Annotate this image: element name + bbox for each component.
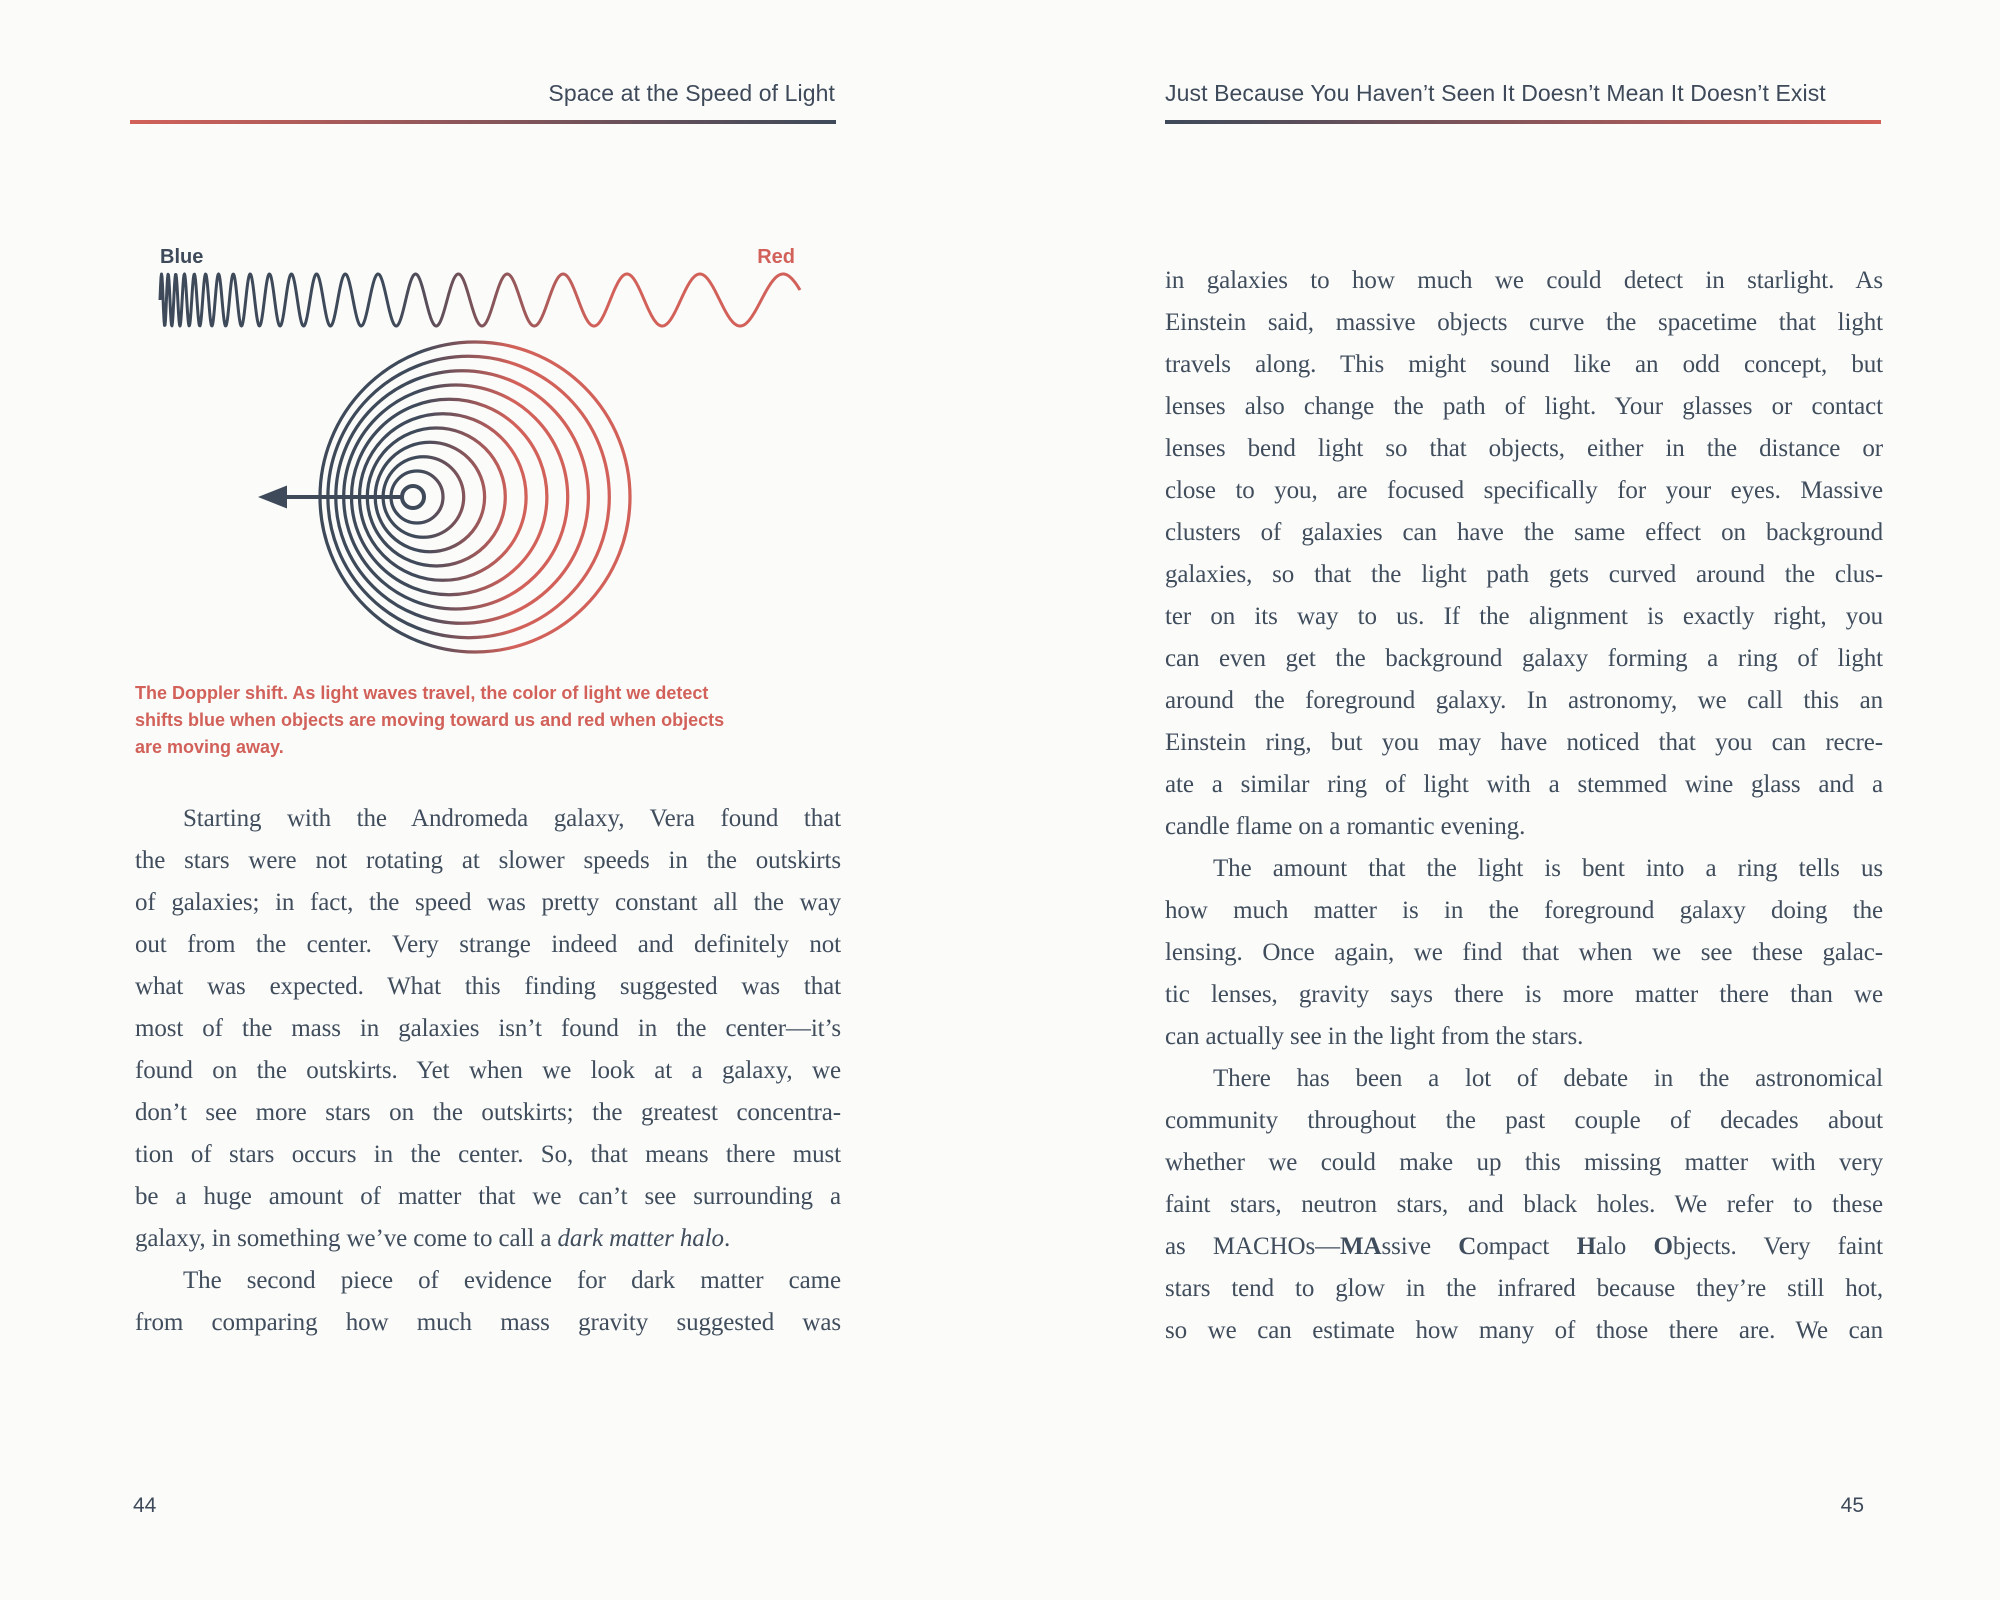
body-line: so we can estimate how many of those there are. We can [1165,1317,1883,1344]
body-line: Einstein ring, but you may have noticed that you can recre- [1165,729,1883,756]
wave-source-icon [402,486,424,508]
body-line: candle flame on a romantic evening. [1165,813,1526,840]
body-line: of galaxies; in fact, the speed was pretty constant all the way [135,889,841,916]
caption-line: shifts blue when objects are moving toward us and red when objects [135,710,725,730]
body-line: travels along. This might sound like an odd concept, but [1165,351,1883,378]
red-label: Red [757,246,795,268]
body-line: close to you, are focused specifically for your eyes. Massive [1165,477,1883,504]
body-line: be a huge amount of matter that we can’t see surrounding a [135,1183,841,1210]
body-line: found on the outskirts. Yet when we look at a galaxy, we [135,1057,841,1084]
body-line: how much matter is in the foreground galaxy doing the [1165,897,1883,924]
caption-line: The Doppler shift. As light waves travel, the color of light we detect [135,683,709,703]
body-line: can actually see in the light from the stars. [1165,1023,1584,1050]
body-line: lenses also change the path of light. Your glasses or contact [1165,393,1883,420]
body-line: ter on its way to us. If the alignment is exactly right, you [1165,603,1883,630]
body-line: There has been a lot of debate in the astronomical [1213,1065,1883,1092]
body-line: from comparing how much mass gravity suggested was [135,1309,841,1336]
body-line: Einstein said, massive objects curve the spacetime that light [1165,309,1883,336]
body-line: the stars were not rotating at slower speeds in the outskirts [135,847,841,874]
body-line: community throughout the past couple of decades about [1165,1107,1883,1134]
left-page-number: 44 [133,1494,157,1517]
body-line: faint stars, neutron stars, and black holes. We refer to these [1165,1191,1883,1218]
body-line: The second piece of evidence for dark matter came [183,1267,841,1294]
body-line: around the foreground galaxy. In astronomy, we call this an [1165,687,1883,714]
body-line: tion of stars occurs in the center. So, that means there must [135,1141,841,1168]
body-line: as MACHOs—MAssive Compact Halo Objects. Very faint [1165,1233,1883,1260]
right-body-text [1165,260,1883,1352]
body-line: whether we could make up this missing matter with very [1165,1149,1883,1176]
body-line: stars tend to glow in the infrared because they’re still hot, [1165,1275,1883,1302]
body-line: in galaxies to how much we could detect in starlight. As [1165,267,1883,294]
body-line: out from the center. Very strange indeed and definitely not [135,931,841,958]
body-line: can even get the background galaxy forming a ring of light [1165,645,1883,672]
left-body-text [135,798,841,1344]
left-header-rule [130,120,836,124]
body-line: clusters of galaxies can have the same effect on background [1165,519,1883,546]
figure-caption [135,680,815,761]
body-line: most of the mass in galaxies isn’t found in the center—it’s [135,1015,841,1042]
doppler-wave-icon [160,274,800,326]
right-header-rule [1165,120,1881,124]
body-line: Starting with the Andromeda galaxy, Vera found that [183,805,841,832]
body-line: ate a similar ring of light with a stemmed wine glass and a [1165,771,1883,798]
body-line: tic lenses, gravity says there is more matter there than we [1165,981,1883,1008]
right-running-head: Just Because You Haven’t Seen It Doesn’t Mean It Doesn’t Exist [1165,80,1826,106]
right-page-number: 45 [1840,1494,1864,1517]
body-line: galaxy, in something we’ve come to call a dark matter halo. [135,1225,731,1252]
caption-line: are moving away. [135,737,284,757]
body-line: what was expected. What this finding suggested was that [135,973,841,1000]
motion-arrow-icon [258,486,402,509]
body-line: The amount that the light is bent into a ring tells us [1213,855,1883,882]
left-running-head: Space at the Speed of Light [548,80,835,106]
body-line: don’t see more stars on the outskirts; the greatest concentra- [135,1099,841,1126]
body-line: lensing. Once again, we find that when we see these galac- [1165,939,1883,966]
blue-label: Blue [160,246,204,268]
doppler-diagram [130,235,840,675]
body-line: lenses bend light so that objects, either in the distance or [1165,435,1883,462]
body-line: galaxies, so that the light path gets curved around the clus- [1165,561,1883,588]
